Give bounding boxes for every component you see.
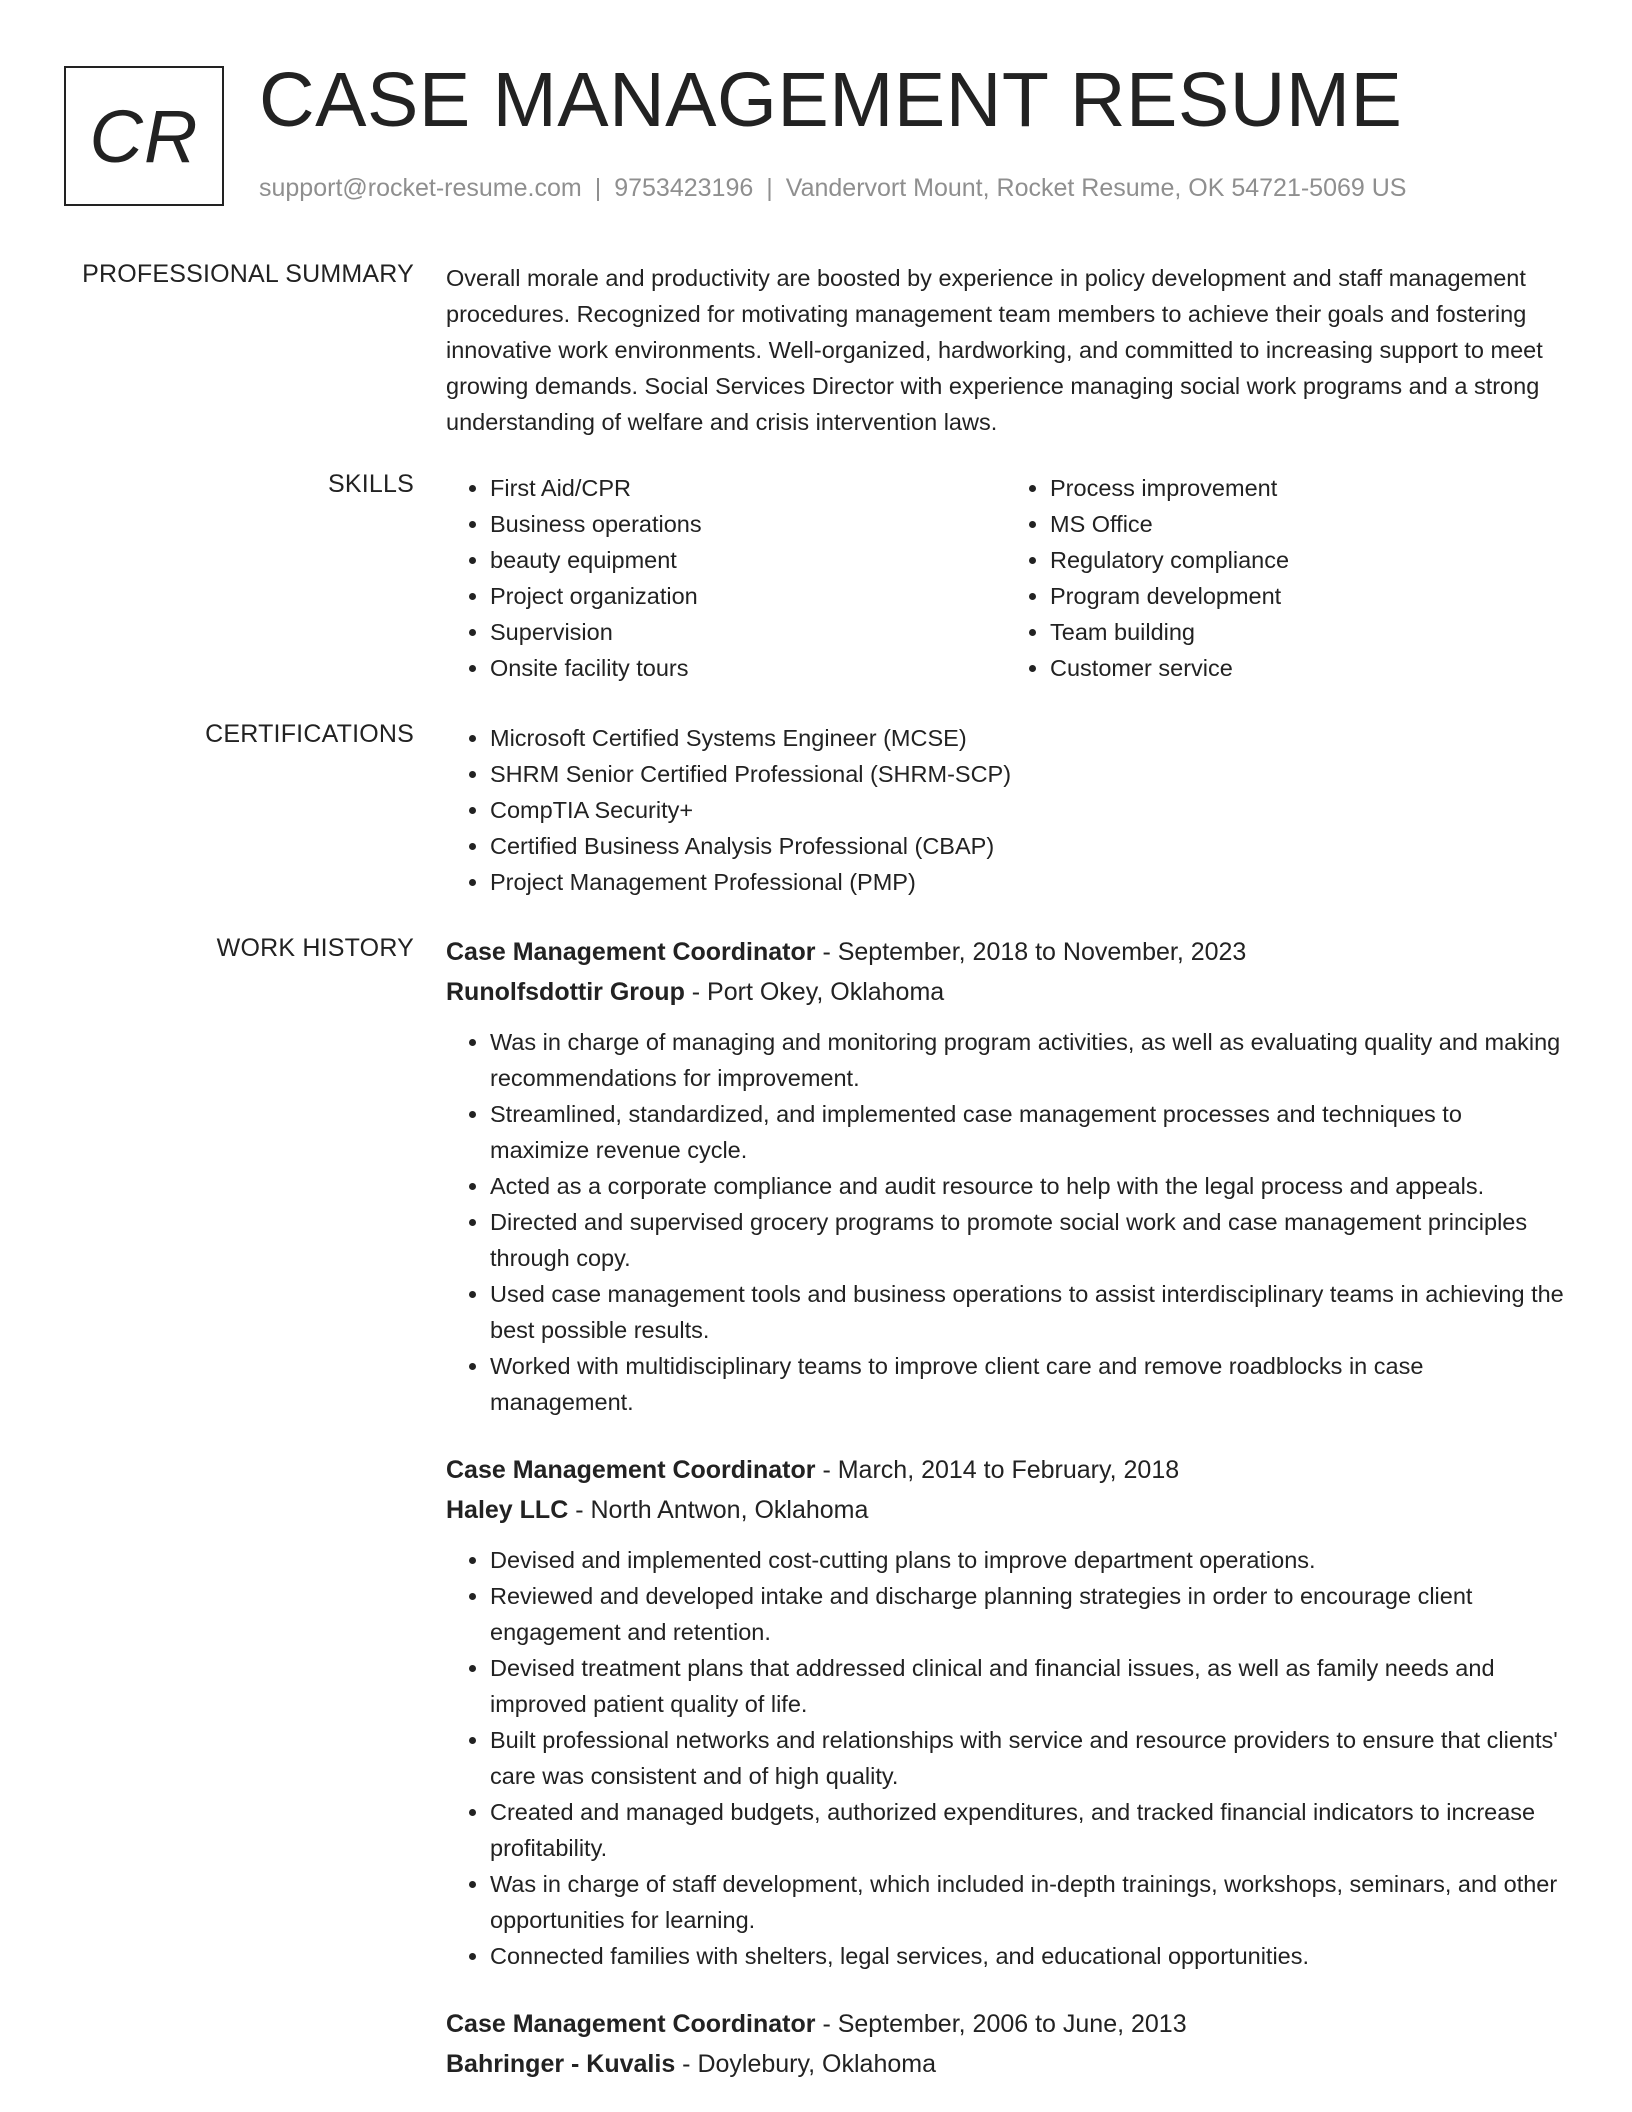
skill-item: • Customer service [1050,650,1566,686]
skill-item: • First Aid/CPR [490,470,1006,506]
job-title-line [446,1450,1566,1490]
job-bullet: • Was in charge of staff development, which included in-depth trainings, workshops, seminars, and other opportunities for learning. [490,1866,1566,1938]
skill-item: • Process improvement [1050,470,1566,506]
contact-separator: | [766,174,773,202]
contact-line [259,174,1406,203]
job-location: - Doylebury, Oklahoma [675,2050,936,2078]
job-company-line [446,972,1566,1012]
job-dates: - September, 2006 to June, 2013 [815,2010,1187,2038]
summary-label: PROFESSIONAL SUMMARY [82,260,414,288]
job-bullet: • Devised and implemented cost-cutting plans to improve department operations. [490,1542,1566,1578]
skill-item: • Onsite facility tours [490,650,1006,686]
job-bullet: • Was in charge of managing and monitoring program activities, as well as evaluating quality and making recommendations for improvement. [490,1024,1566,1096]
job-title: Case Management Coordinator [446,2010,816,2038]
job-company-line [446,1490,1566,1530]
certification-item: • SHRM Senior Certified Professional (SHRM-SCP) [490,756,1566,792]
skill-item: • Business operations [490,506,1006,542]
certification-item: • CompTIA Security+ [490,792,1566,828]
job-title: Case Management Coordinator [446,938,816,966]
job-entry [446,2004,1566,2084]
job-bullet: • Devised treatment plans that addressed clinical and financial issues, as well as family needs and improved patient quality of life. [490,1650,1566,1722]
certification-item: • Microsoft Certified Systems Engineer (MCSE) [490,720,1566,756]
job-dates: - March, 2014 to February, 2018 [815,1456,1180,1484]
job-bullet: • Directed and supervised grocery programs to promote social work and case management principles through copy. [490,1204,1566,1276]
skill-item: • beauty equipment [490,542,1006,578]
contact-address: Vandervort Mount, Rocket Resume, OK 54721-5069 US [785,174,1407,202]
job-company: Runolfsdottir Group [446,978,685,1006]
skill-item: • Regulatory compliance [1050,542,1566,578]
skills-list-right [1006,470,1566,686]
job-bullet: • Built professional networks and relationships with service and resource providers to ensure that clients' care was consistent and of high quality. [490,1722,1566,1794]
job-bullet: • Used case management tools and business operations to assist interdisciplinary teams in achieving the best possible results. [490,1276,1566,1348]
job-bullet: • Acted as a corporate compliance and audit resource to help with the legal process and appeals. [490,1168,1566,1204]
skills-label: SKILLS [328,470,414,498]
resume-title: CASE MANAGEMENT RESUME [259,57,1403,143]
skill-item: • Supervision [490,614,1006,650]
job-title-line [446,932,1566,972]
job-bullets [446,1542,1566,1974]
work-history-label: WORK HISTORY [216,934,414,962]
summary-text: Overall morale and productivity are boosted by experience in policy development and staff management procedures. Recognized for motivating management team members to achieve their goals and fostering innovative work environments. Well-organized, hardworking, and committed to increasing support to meet growing demands. Social Services Director with experience managing social work programs and a strong understanding of welfare and crisis intervention laws. [446,265,1543,435]
job-entry [446,1450,1566,1974]
job-bullet: • Connected families with shelters, legal services, and educational opportunities. [490,1938,1566,1974]
skill-item: • Team building [1050,614,1566,650]
job-bullets [446,1024,1566,1420]
job-title-line [446,2004,1566,2044]
contact-email[interactable]: support@rocket-resume.com [259,174,582,202]
contact-phone[interactable]: 9753423196 [614,174,754,202]
certification-item: • Project Management Professional (PMP) [490,864,1566,900]
job-bullet: • Streamlined, standardized, and implemented case management processes and techniques to maximize revenue cycle. [490,1096,1566,1168]
job-company-line [446,2044,1566,2084]
job-title: Case Management Coordinator [446,1456,816,1484]
job-bullet: • Reviewed and developed intake and discharge planning strategies in order to encourage client engagement and retention. [490,1578,1566,1650]
skills-list-left [446,470,1006,686]
contact-separator: | [594,174,602,202]
certifications-label: CERTIFICATIONS [205,720,414,748]
job-bullet: • Worked with multidisciplinary teams to improve client care and remove roadblocks in case management. [490,1348,1566,1420]
skill-item: • Program development [1050,578,1566,614]
job-dates: - September, 2018 to November, 2023 [815,938,1247,966]
skill-item: • Project organization [490,578,1006,614]
job-company: Bahringer - Kuvalis [446,2050,676,2078]
monogram-initials: CR [89,94,199,178]
job-entry [446,932,1566,1420]
job-company: Haley LLC [446,1496,569,1524]
monogram-box [64,66,224,206]
job-bullet: • Created and managed budgets, authorized expenditures, and tracked financial indicators to increase profitability. [490,1794,1566,1866]
certifications-list [446,720,1566,900]
job-location: - North Antwon, Oklahoma [568,1496,869,1524]
certification-item: • Certified Business Analysis Professional (CBAP) [490,828,1566,864]
skill-item: • MS Office [1050,506,1566,542]
job-location: - Port Okey, Oklahoma [684,978,945,1006]
